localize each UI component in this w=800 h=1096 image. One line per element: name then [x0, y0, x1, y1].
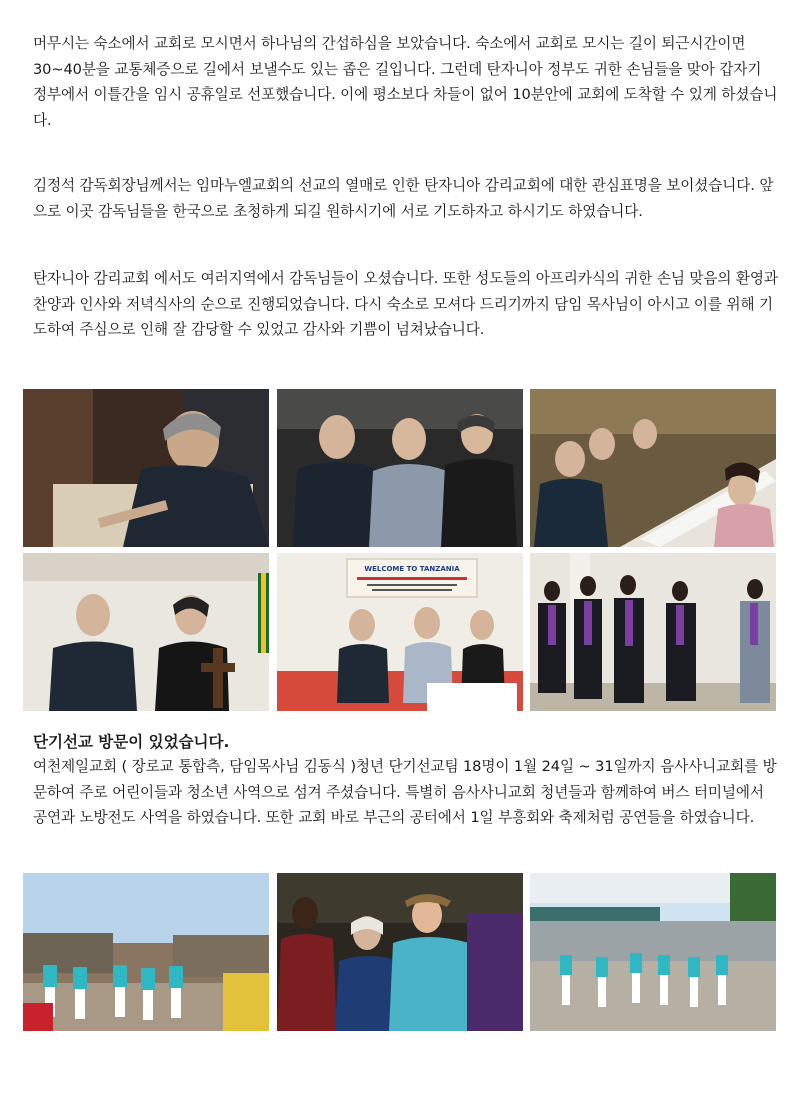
photo-worship-singers: [277, 873, 523, 1031]
photo-bishops-standing: [530, 553, 776, 711]
photo-three-seated-guests: [277, 389, 523, 547]
photo-dinner-table: [530, 389, 776, 547]
photo-signing-guestbook: [23, 389, 269, 547]
banner-welcome-text: WELCOME TO TANZANIA: [364, 565, 460, 573]
photo-bus-terminal-performance: [530, 873, 776, 1031]
photo-welcome-stage: [277, 553, 523, 711]
paragraph-hospitality: 머무시는 숙소에서 교회로 모시면서 하나님의 간섭하심을 보았습니다. 숙소에서 교회로 모시는 길이 퇴근시간이면 30~40분을 교통체증으로 길에서 보낼수도 있는 좁은 길입니다. 그런데 탄자니아 정부도 귀한 손님들을 맞아 갑자기 정부에서 이틀간을 임시 공휴일로 선포했습니다. 이에 평소보다 차들이 없어 10분안에 교회에 도착할 수 있게 하셨습니다.: [33, 35, 778, 129]
photo-street-performance: [23, 873, 269, 1031]
paragraph-mission-team: 여천제일교회 ( 장로교 통합측, 담임목사님 김동식 )청년 단기선교팀 18명이 1월 24일 ~ 31일까지 음사사니교회를 방문하여 주로 어린이들과 청소년 사역으로 섬겨 주셨습니다. 특별히 음사사니교회 청년들과 함께하여 버스 터미널에서 공연과 노방전도 사역을 하였습니다. 또한 교회 바로 부근의 공터에서 1일 부흥회와 축제처럼 공연들을 하였습니다.: [33, 758, 777, 826]
photo-speakers-with-microphone: [23, 553, 269, 711]
paragraph-bishop-remarks: 김정석 감독회장님께서는 임마누엘교회의 선교의 열매로 인한 탄자니아 감리교회에 대한 관심표명을 보이셨습니다. 앞으로 이곳 감독님들을 한국으로 초청하게 되길 원하시기에 서로 기도하자고 하시기도 하였습니다.: [33, 177, 774, 220]
section-heading-short-term-mission: 단기선교 방문이 있었습니다.: [33, 733, 230, 751]
paragraph-welcome-event: 탄자니아 감리교회 에서도 여러지역에서 감독님들이 오셨습니다. 또한 성도들의 아프리카식의 귀한 손님 맞음의 환영과 찬양과 인사와 저녁식사의 순으로 진행되었습니다. 다시 숙소로 모셔다 드리기까지 담임 목사님이 아시고 이를 위해 기도하여 주심으로 인해 잘 감당할 수 있었고 감사와 기쁨이 넘쳐났습니다.: [33, 270, 778, 338]
